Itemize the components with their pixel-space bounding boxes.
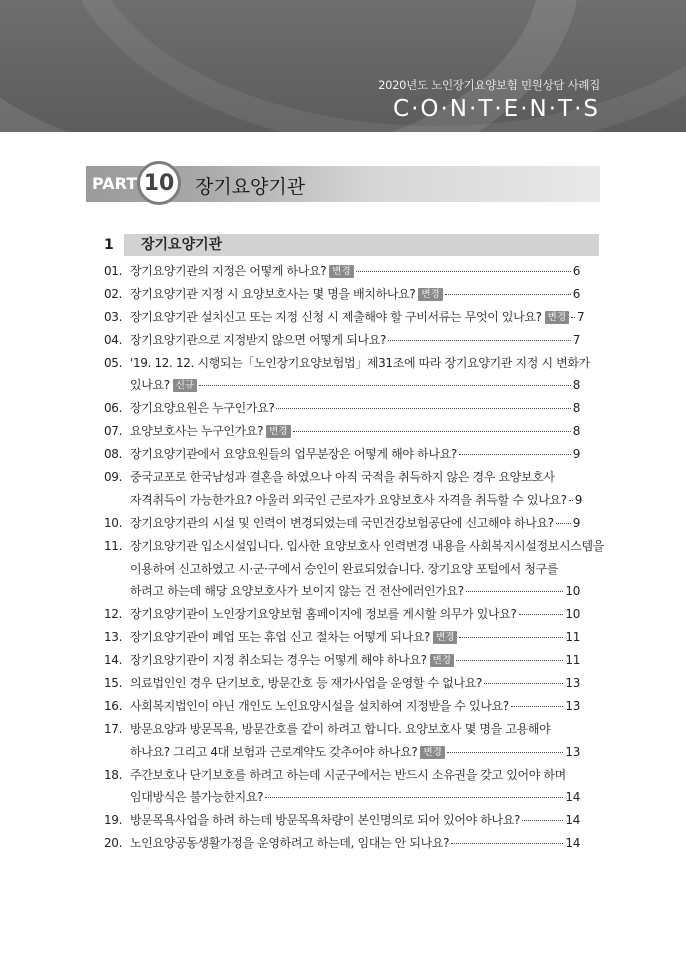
toc-page-number: 10 [565, 584, 580, 599]
toc-entry-line[interactable] [104, 331, 580, 354]
toc-entry-line[interactable] [104, 743, 580, 766]
toc-page-number: 7 [577, 309, 585, 324]
toc-page-number: 11 [565, 653, 580, 668]
dot-leader [569, 500, 573, 501]
toc-entry-title: 방문요양과 방문목욕, 방문간호를 같이 하려고 합니다. 요양보호사 몇 명을 고용해야 [130, 721, 551, 736]
toc-page-number: 6 [572, 264, 580, 278]
page-header [0, 0, 686, 132]
dot-leader [451, 843, 563, 844]
toc-entry-line[interactable] [104, 766, 580, 789]
status-badge: 변경 [433, 631, 457, 644]
toc-entry-number: 16. [104, 698, 123, 713]
toc-entry-title: 하나요? 그리고 4대 보험과 근로계약도 갖추어야 하나요? [130, 744, 418, 759]
status-badge: 변경 [266, 425, 290, 438]
dot-leader [459, 454, 571, 455]
status-badge: 변경 [418, 288, 442, 301]
dot-leader [484, 683, 563, 684]
toc-entry-title: 장기요양기관 지정 시 요양보호사는 몇 명을 배치하나요? [130, 286, 416, 301]
toc-page-number: 14 [565, 836, 580, 851]
dot-leader [466, 591, 564, 592]
toc-entry-line[interactable] [104, 651, 580, 674]
dot-leader [556, 523, 571, 524]
table-of-contents [104, 262, 604, 857]
toc-entry-number: 11. [104, 538, 123, 553]
toc-entry-line[interactable] [104, 514, 580, 537]
toc-entry-title: 사회복지법인이 아닌 개인도 노인요양시설을 설치하여 지정받을 수 있나요? [130, 698, 509, 713]
toc-entry-number: 07. [104, 424, 123, 439]
toc-entry-number: 08. [104, 447, 123, 462]
toc-entry-title: 장기요양기관 입소시설입니다. 입사한 요양보호사 인력변경 내용을 사회복지시설정보시스템을 [130, 538, 604, 553]
toc-entry-line[interactable] [104, 468, 580, 491]
toc-page-number: 13 [565, 676, 580, 691]
toc-page-number: 6 [572, 286, 580, 301]
toc-entry-title: 임대방식은 불가능한지요? [130, 790, 264, 805]
section-title: 장기요양기관 [141, 237, 223, 253]
toc-entry-title: 자격취득이 가능한가요? 아울러 외국인 근로자가 요양보호사 자격을 취득할 수 있나요? [130, 492, 567, 507]
toc-entry-line[interactable] [104, 354, 590, 377]
toc-page-number: 9 [572, 515, 580, 530]
toc-entry-line[interactable] [104, 308, 585, 331]
toc-entry-line[interactable] [104, 376, 580, 399]
dot-leader [445, 294, 571, 295]
toc-entry-line[interactable] [104, 422, 580, 445]
toc-entry-line[interactable] [104, 399, 580, 422]
toc-entry-line[interactable] [104, 491, 580, 514]
dot-leader [459, 637, 563, 638]
status-badge: 변경 [545, 311, 569, 324]
status-badge: 변경 [329, 265, 353, 278]
toc-entry-number: 18. [104, 767, 123, 782]
toc-entry-line[interactable] [104, 582, 580, 605]
dot-leader [511, 706, 564, 707]
toc-entry-title: 의료법인인 경우 단기보호, 방문간호 등 재가사업을 운영할 수 없나요? [130, 676, 482, 691]
toc-page-number: 9 [574, 492, 582, 507]
toc-entry-line[interactable] [104, 788, 580, 811]
status-badge: 변경 [420, 746, 444, 759]
toc-entry-title: 장기요양기관이 폐업 또는 휴업 신고 절차는 어떻게 되나요? [130, 630, 431, 645]
toc-entry-title: 이용하여 신고하였고 시·군·구에서 승인이 완료되었습니다. 장기요양 포털에서 청구를 [130, 561, 559, 576]
toc-entry-title: 중국교포로 한국남성과 결혼을 하였으나 아직 국적을 취득하지 않은 경우 요양보호사 [130, 470, 555, 485]
dot-leader [571, 317, 575, 318]
toc-entry-line[interactable] [104, 674, 580, 697]
toc-page-number: 9 [572, 447, 580, 462]
toc-page-number: 7 [572, 332, 580, 347]
toc-entry-line[interactable] [104, 628, 580, 651]
toc-entry-title: '19. 12. 12. 시행되는「노인장기요양보험법」제31조에 따라 장기요양기관 지정 시 변화가 [130, 355, 590, 370]
toc-page-number: 13 [565, 744, 580, 759]
toc-entry-title: 노인요양공동생활가정을 운영하려고 하는데, 임대는 안 되나요? [130, 836, 450, 851]
toc-entry-number: 19. [104, 813, 123, 828]
toc-entry-number: 01. [104, 264, 123, 278]
toc-entry-number: 04. [104, 332, 123, 347]
toc-entry-number: 20. [104, 836, 123, 851]
dot-leader [356, 271, 571, 272]
toc-page-number: 11 [565, 630, 580, 645]
status-badge: 신규 [173, 379, 197, 392]
toc-entry-number: 09. [104, 470, 123, 485]
toc-page-number: 14 [565, 813, 580, 828]
toc-entry-number: 13. [104, 630, 123, 645]
toc-entry-title: 장기요양기관이 노인장기요양보험 홈페이지에 정보를 게시할 의무가 있나요? [130, 607, 517, 622]
dot-leader [276, 408, 570, 409]
part-title: 장기요양기관 [195, 176, 306, 198]
toc-entry-line[interactable] [104, 285, 580, 308]
toc-entry-title: 장기요양기관으로 지정받지 않으면 어떻게 되나요? [130, 332, 386, 347]
status-badge: 변경 [430, 654, 454, 667]
toc-page-number: 10 [565, 607, 580, 622]
toc-page-number: 14 [565, 790, 580, 805]
toc-entry-title: 장기요양기관의 시설 및 인력이 변경되었는데 국민건강보험공단에 신고해야 하나요? [130, 515, 554, 530]
toc-entry-number: 05. [104, 355, 123, 370]
dot-leader [199, 385, 571, 386]
toc-entry-title: 장기요양요원은 누구인가요? [130, 401, 275, 416]
part-number-badge: 10 [137, 161, 181, 205]
toc-page-number: 8 [572, 424, 580, 439]
toc-entry-title: 주간보호나 단기보호를 하려고 하는데 시군구에서는 반드시 소유권을 갖고 있어야 하며 [130, 767, 566, 782]
toc-entry-title: 있나요? [130, 378, 170, 393]
toc-entry-title: 하려고 하는데 해당 요양보호사가 보이지 않는 건 전산에러인가요? [130, 584, 464, 599]
dot-leader [522, 820, 563, 821]
dot-leader [456, 660, 563, 661]
part-label: PART [92, 174, 138, 193]
toc-entry-number: 03. [104, 309, 123, 324]
toc-page-number: 13 [565, 698, 580, 713]
toc-entry-number: 10. [104, 515, 123, 530]
toc-entry-number: 15. [104, 676, 123, 691]
toc-entry-number: 12. [104, 607, 123, 622]
contents-heading: C·O·N·T·E·N·T·S [393, 96, 600, 122]
toc-entry-number: 17. [104, 721, 123, 736]
toc-entry-number: 02. [104, 286, 123, 301]
toc-entry-line[interactable] [104, 811, 580, 834]
dot-leader [519, 614, 564, 615]
toc-page-number: 8 [572, 378, 580, 393]
dot-leader [388, 340, 571, 341]
dot-leader [447, 752, 564, 753]
toc-entry-number: 06. [104, 401, 123, 416]
toc-page-number: 8 [572, 401, 580, 416]
toc-entry-title: 장기요양기관에서 요양요원들의 업무분장은 어떻게 해야 하나요? [130, 447, 457, 462]
toc-entry-title: 요양보호사는 누구인가요? [130, 424, 264, 439]
toc-entry-line[interactable] [104, 445, 580, 468]
toc-entry-line[interactable] [104, 537, 604, 560]
book-subtitle: 2020년도 노인장기요양보험 민원상담 사례집 [378, 78, 600, 92]
toc-entry-line[interactable] [104, 834, 580, 857]
toc-entry-line[interactable] [104, 720, 580, 743]
toc-entry-number: 14. [104, 653, 123, 668]
toc-entry-title: 방문목욕사업을 하려 하는데 방문목욕차량이 본인명의로 되어 있어야 하나요? [130, 813, 521, 828]
toc-entry-line[interactable] [104, 697, 580, 720]
toc-entry-line[interactable] [104, 605, 580, 628]
toc-entry-line[interactable] [104, 262, 580, 285]
dot-leader [293, 431, 571, 432]
toc-entry-title: 장기요양기관이 지정 취소되는 경우는 어떻게 해야 하나요? [130, 653, 427, 668]
dot-leader [265, 797, 563, 798]
toc-entry-title: 장기요양기관 설치신고 또는 지정 신청 시 제출해야 할 구비서류는 무엇이 있나요? [130, 309, 542, 324]
toc-entry-line[interactable] [104, 560, 580, 583]
section-number: 1 [98, 234, 124, 256]
toc-entry-title: 장기요양기관의 지정은 어떻게 하나요? [130, 264, 327, 278]
